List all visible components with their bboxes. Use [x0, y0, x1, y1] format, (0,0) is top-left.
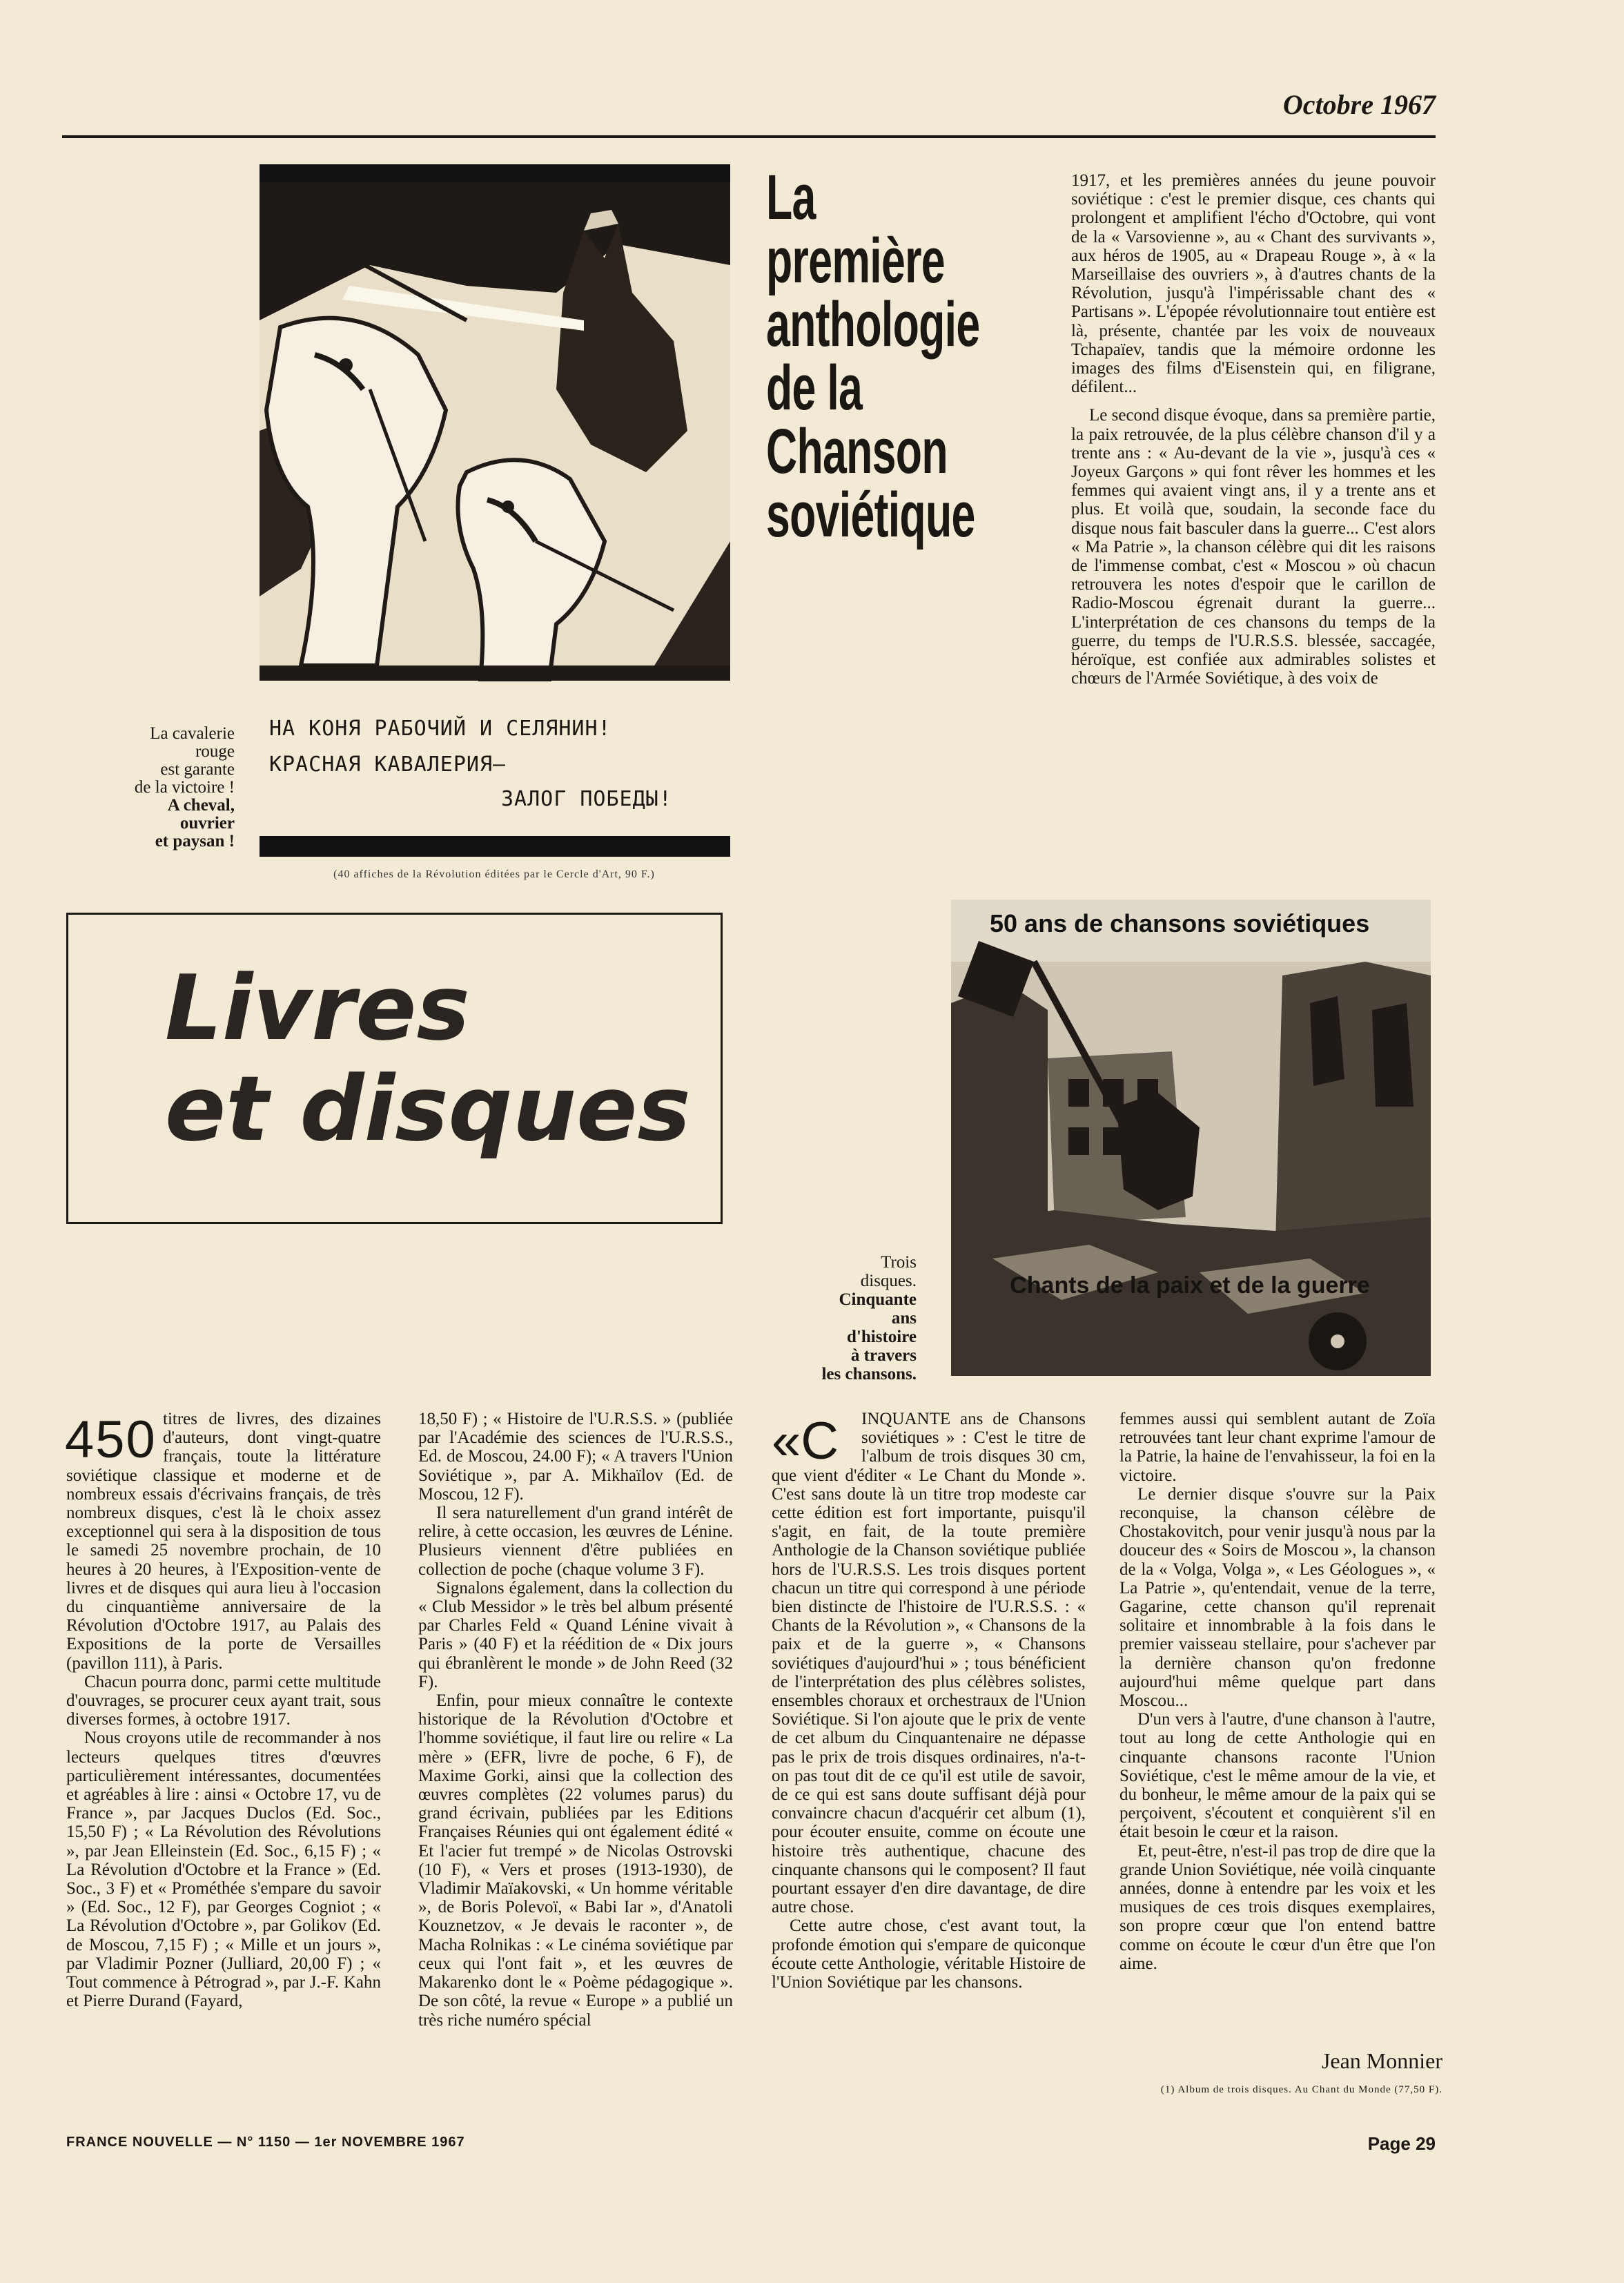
title-line: La	[766, 162, 816, 233]
cavalry-poster-image	[260, 164, 730, 857]
dropcap-c: «C	[772, 1412, 839, 1470]
paragraph-text: titres de livres, des dizaines d'auteurs, dont vingt-quatre français, toute la littérature soviétique classique et moderne et de nombreux essais d'écrivains français, de très nombreux disques, c'est là le choix assez exceptionnel qui sera à la disposition de tous le samedi 25 novembre prochain, de 10 heures à 20 heures, à l'Exposition-vente de livres et de disques qui aura lieu à l'occasion du cinquantième anniversaire de la Révolution d'Octobre 1917, au Palais des Expositions de la porte de Versailles (pavillon 111), à Paris.	[66, 1410, 381, 1673]
column-2	[418, 1410, 733, 2030]
title-line: première	[766, 226, 945, 296]
paragraph	[66, 1410, 381, 1673]
dropcap-450: 450	[65, 1410, 157, 1469]
article-title	[766, 162, 980, 550]
poster-caption-line-1: НА КОНЯ РАБОЧИЙ И СЕЛЯНИН!	[269, 717, 612, 741]
caption-line-bold: Cinquante	[839, 1290, 917, 1309]
paragraph: Signalons également, dans la collection du « Club Messidor » le très bel album présenté par Charles Feld « Quand Lénine vivait à Paris » (40 F) et la réédition de « Dix jours qui ébranlèrent le monde » de John Reed (32 F).	[418, 1578, 733, 1691]
footer-publication: FRANCE NOUVELLE — N° 1150 — 1er NOVEMBRE 1967	[66, 2135, 465, 2150]
paragraph: Cette autre chose, c'est avant tout, la profonde émotion qui s'empare de quiconque écoute cette Anthologie, véritable Histoire de l'Union Soviétique par les chansons.	[772, 1916, 1086, 1992]
footnote: (1) Album de trois disques. Au Chant du Monde (77,50 F).	[1160, 2084, 1442, 2095]
caption-line-bold: et paysan !	[155, 832, 235, 851]
paragraph: Il sera naturellement d'un grand intérêt de relire, à cette occasion, les œuvres de Lénine. Plusieurs viennent d'être publiées en collection de poche (chaque volume 3 F).	[418, 1504, 733, 1579]
page-number: Page 29	[1367, 2133, 1436, 2154]
paragraph: Chacun pourra donc, parmi cette multitude d'ouvrages, se procurer ceux ayant trait, sous diverses formes, à octobre 1917.	[66, 1672, 381, 1729]
poster-top-band	[260, 164, 730, 182]
column-4	[1119, 1410, 1436, 1973]
issue-date: Octobre 1967	[1282, 89, 1436, 120]
record-caption	[780, 1253, 917, 1383]
caption-line-bold: d'histoire	[847, 1328, 917, 1346]
paragraph: Et, peut-être, n'est-il pas trop de dire que la grande Union Soviétique, née voilà cinquante années, donne à entendre par les voix et les musiques de ces trois disques exemplaires, son propre cœur que l'on entend battre comme on écoute le cœur d'un être que l'on aime.	[1119, 1841, 1436, 1973]
title-line: Chanson	[766, 416, 948, 487]
right-top-column	[1071, 171, 1436, 688]
caption-line-bold: ans	[891, 1309, 917, 1328]
poster-artwork	[260, 182, 730, 845]
caption-line: Trois	[881, 1253, 917, 1272]
paragraph: Nous croyons utile de recommander à nos lecteurs quelques titres d'œuvres particulièrement intéressantes, documentées et agréables à lire : ainsi « Octobre 17, vu de France », par Jacques Duclos (Ed. Soc., 15,50 F) ; « La Révolution des Révolutions », par Jean Elleinstein (Ed. Soc., 6,15 F) ; « La Révolution d'Octobre et la France » (Ed. Soc., 3 F) et « Prométhée s'empare du savoir » (Ed. Soc., 12 F), par Georges Cogniot ; « La Révolution d'Octobre », par Golikov (Ed. de Moscou, 7,15 F) ; « Mille et un jours », par Vladimir Pozner (Julliard, 20,00 F) ; « Tout commence à Pétrograd », par J.-F. Kahn et Pierre Durand (Fayard,	[66, 1729, 381, 2011]
paragraph	[772, 1410, 1086, 1916]
caption-line: de la victoire !	[134, 778, 235, 797]
caption-line: rouge	[195, 742, 235, 761]
section-heading-box	[66, 913, 723, 1224]
poster-credit: (40 affiches de la Révolution éditées par le Cercle d'Art, 90 F.)	[333, 868, 655, 880]
dropcap-space	[772, 1410, 861, 1450]
caption-line: La cavalerie	[150, 724, 235, 743]
title-line: anthologie	[766, 289, 980, 360]
paragraph: 1917, et les premières années du jeune pouvoir soviétique : c'est le premier disque, ces chants qui prolongent et amplifient l'écho d'Octobre, qui vont de la « Varsovienne », au « Chant des survivants », aux héros de 1905, au « Drapeau Rouge », à « la Marseillaise des ouvriers », à d'autres chants de la Révolution, jusqu'à l'impérissable chant des « Partisans ». L'épopée révolutionnaire tout entière est là, présente, chantée par les voix de nouveaux Tchapaïev, tandis que la mémoire ordonne les images des films d'Eisenstein qui, en filigrane, défilent...	[1071, 171, 1436, 397]
section-heading-line: Livres	[165, 955, 470, 1060]
section-heading-line: et disques	[165, 1056, 691, 1161]
paragraph: Le second disque évoque, dans sa première partie, la paix retrouvée, de la plus célèbre chanson d'il y a trente ans : « Au-devant de la vie », jusqu'à ces « Joyeux Garçons » qui font rêver les hommes et les femmes qui avaient vingt ans, il y a trente ans et plus. Et voilà que, soudain, la seconde face du disque nous fait basculer dans la guerre... C'est alors « Ma Patrie », la chanson célèbre qui dit les raisons de l'immense combat, c'est « Moscou » où chacun retrouvera les notes d'espoir que le carillon de Radio-Moscou égrenait durant la guerre... L'interprétation de ces chansons du temps de la guerre, du temps de l'U.R.S.S. blessée, saccagée, héroïque, est confiée aux admirables solistes et chœurs de l'Armée Soviétique, à des voix de	[1071, 406, 1436, 688]
paragraph: D'un vers à l'autre, d'une chanson à l'autre, tout au long de cette Anthologie qui en cinquante chansons raconte l'Union Soviétique, c'est le même amour de la vie, et du bonheur, le même amour de la paix qui se perçoivent, s'écoutent et conquièrent s'il en était besoin le cœur et la raison.	[1119, 1710, 1436, 1842]
caption-line: disques.	[860, 1272, 917, 1290]
poster-bottom-band	[260, 836, 730, 857]
paragraph: 18,50 F) ; « Histoire de l'U.R.S.S. » (publiée par l'Académie des sciences de l'U.R.S.S., Ed. de Moscou, 24.00 F); « A travers l'Union Soviétique », par A. Mikhaïlov (Ed. de Moscou, 12 F).	[418, 1410, 733, 1504]
title-line: soviétique	[766, 480, 975, 550]
poster-caption-line-2: КРАСНАЯ КАВАЛЕРИЯ—	[269, 752, 507, 777]
section-heading	[165, 955, 691, 1161]
paragraph-text: INQUANTE ans de Chansons soviétiques » : C'est le titre de l'album de trois disques 30 cm, que vient d'éditer « Le Chant du Monde ». C'est sans doute là un titre trop modeste car cette édition est fort importante, puisqu'il s'agit, en fait, de la toute première Anthologie de la Chanson soviétique publiée hors de l'U.R.S.S. Les trois disques portent chacun un titre qui correspond à une période bien distincte de l'histoire de l'U.R.S.S. : « Chants de la Révolution », « Chansons de la paix et de la guerre », « Chansons soviétiques d'aujourd'hui » ; tous bénéficient de l'interprétation des plus célèbres solistes, ensembles choraux et orchestraux de l'Union Soviétique. Si l'on ajoute que le prix de vente de cet album du Cinquantenaire ne dépasse pas le prix de trois disques ordinaires, n'a-t-on pas tout dit de ce qu'il est utile de savoir, de ce qui est sans doute suffisant déjà pour convaincre chacun d'acquérir cet album (1), pour écouter ensuite, comme on écoute une histoire très authentique, chacune des cinquante chansons qui le composent? Il faut pourtant essayer d'en dire davantage, de dire autre chose.	[772, 1410, 1086, 1917]
album-cover-title: 50 ans de chansons soviétiques	[990, 909, 1370, 938]
record-album-cover	[951, 900, 1431, 1376]
caption-line-bold: à travers	[850, 1346, 917, 1365]
column-3	[772, 1410, 1086, 1992]
column-1-text	[66, 1410, 381, 2011]
caption-line-bold: les chansons.	[821, 1365, 917, 1383]
paragraph: Enfin, pour mieux connaître le contexte historique de la Révolution d'Octobre et l'homme soviétique, il faut lire ou relire « La mère » (EFR, livre de poche, 6 F), de Maxime Gorki, ainsi que la collection des œuvres complètes (22 volumes parus) du grand écrivain, publiées par les Editions Françaises Réunies qui ont également édité « Et l'acier fut trempé » de Nicolas Ostrovski (10 F), « Vers et proses (1913-1930), de Vladimir Maïakovski, « Un homme véritable », de Boris Polevoï, « Babi Iar », d'Anatoli Kouznetzov, « Je devais le raconter », de Macha Rolnikas : « Le cinéma soviétique par ceux qui l'ont fait », et les œuvres de Makarenko dont le « Poème pédagogique ». De son côté, la revue « Europe » a publié un très riche numéro spécial	[418, 1691, 733, 2030]
paragraph: Le dernier disque s'ouvre sur la Paix reconquise, la chanson célèbre de Chostakovitch, pour venir jusqu'à nous par la douceur des « Soirs de Moscou », la chanson de la « Volga, Volga », « Les Géologues », « La Patrie », qu'entendait, venue de la terre, Gagarine, cette chanson qu'il reprenait solitaire et innombrable à la fois dans le premier vaisseau stellaire, pour s'achever par la dernière chanson qu'on fredonne aujourd'hui même quelque part dans Moscou...	[1119, 1484, 1436, 1711]
caption-line-bold: A cheval,	[167, 796, 235, 815]
author-signature: Jean Monnier	[1321, 2048, 1442, 2073]
dropcap-space	[65, 1410, 163, 1469]
album-cover-subtitle: Chants de la paix et de la guerre	[1010, 1272, 1370, 1299]
title-line: de la	[766, 353, 863, 423]
poster-caption-line-3: ЗАЛОГ ПОБЕДЫ!	[501, 787, 672, 811]
caption-line: est garante	[160, 760, 235, 779]
album-cover-art	[951, 900, 1431, 1376]
paragraph: femmes aussi qui semblent autant de Zoïa retrouvées tant leur chant exprime l'amour de la Patrie, la haine de l'envahisseur, la foi en la victoire.	[1119, 1410, 1436, 1485]
caption-line-bold: ouvrier	[179, 814, 235, 833]
poster-side-caption	[83, 725, 235, 851]
header-rule	[62, 135, 1436, 138]
